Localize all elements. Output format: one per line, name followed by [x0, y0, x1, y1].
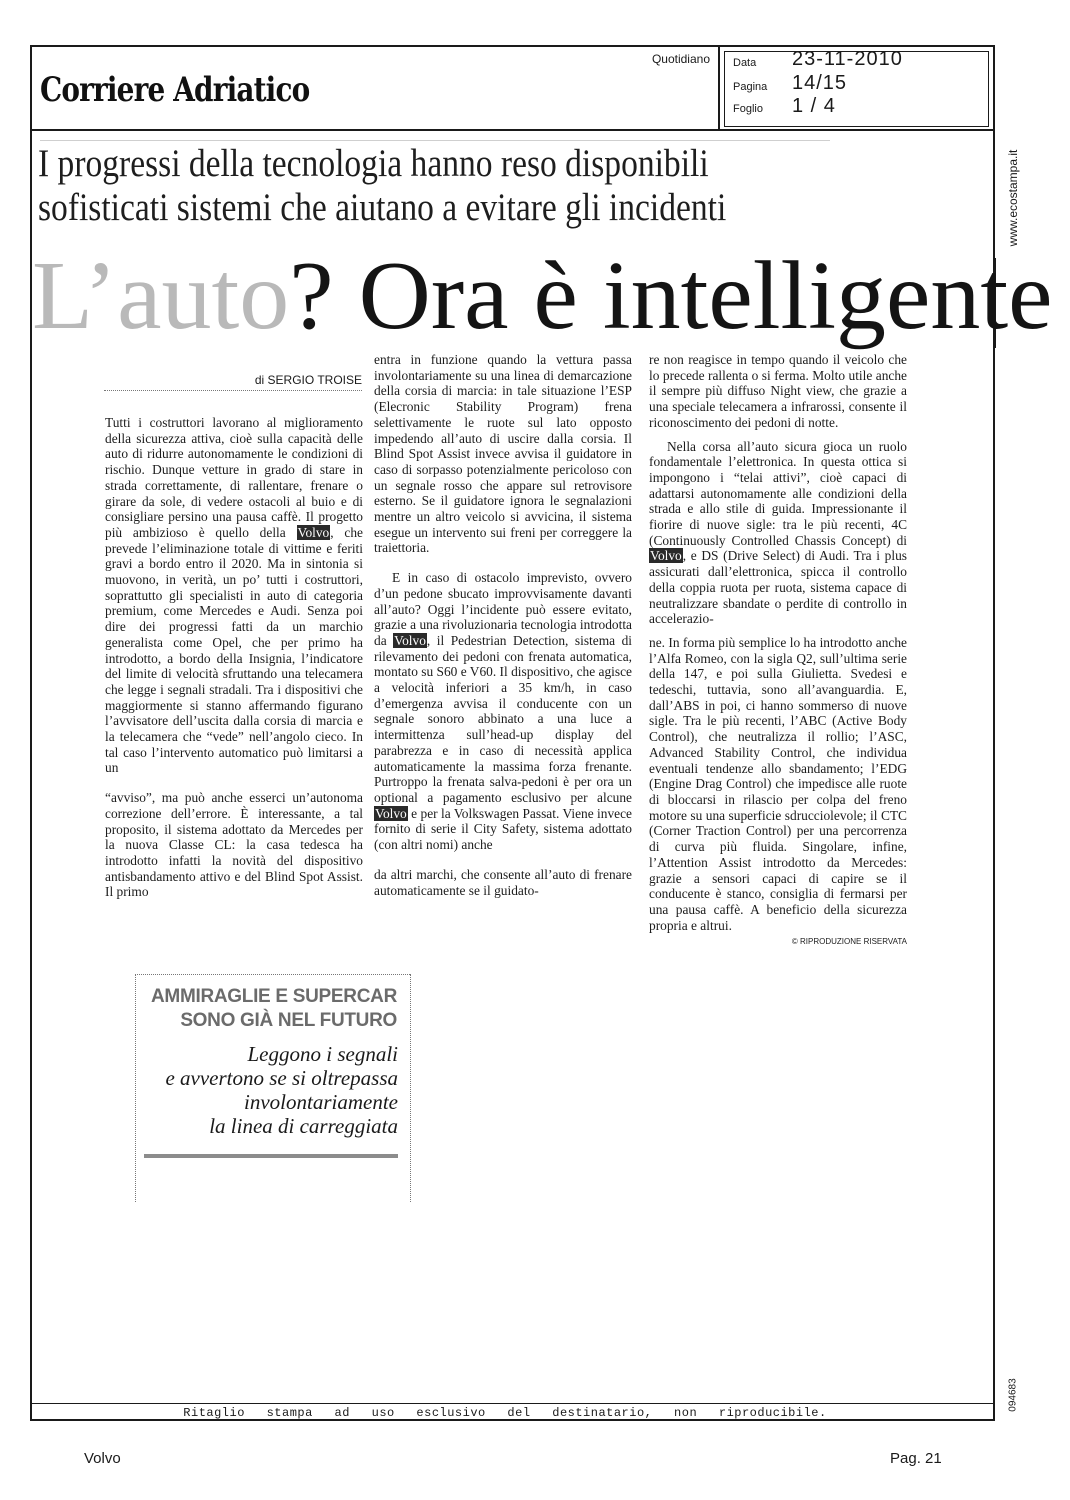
kicker-rule: [40, 140, 830, 141]
text-run: Nella corsa all’auto sicura gioca un ruolo fondamentale l’elettronica. In questa ottica si impongono i “telai attivi”, cioè capaci di adattarsi autonomamente alle condizioni della strada e allo stile di guida. Impressionante il fiorire di nuove sigle: tra le più recenti, 4C (Continuously Controlled Chassis Concept) di: [649, 438, 907, 548]
article-column-2: [374, 352, 632, 898]
article-column-1: [105, 415, 363, 900]
text-run: ,: [426, 632, 431, 648]
sidebar-url-text: www.ecostampa.it: [1006, 149, 1020, 246]
sidebar-code-text: 094683: [1007, 1378, 1019, 1412]
brand-highlight: Volvo: [650, 548, 682, 564]
text-run: E in caso di ostacolo imprevisto, ovvero d’un pedone sbucato improvvisamente davanti all’auto? Oggi l’incidente può essere evitato, grazie a una rivoluzionaria tecnologia introdotta da: [374, 570, 632, 648]
text-run: che prevede l’eliminazione totale di vittime e feriti gravi a bordo entro il 2020. Ma in sintonia si muovono, in verità, un po’ tutti i costruttori, soprattutto gli specialisti in auto di categoria premium, come Mercedes e Audi. Senza poi dire dei progressi fatti da un marchio generalista come Opel, che per primo ha introdotto, a bordo della Insignia, l’indicatore del limite di velocità sfruttando una telecamera che legge i segnali stradali. Tra i dispositivi che maggiormente si stanno affermando figurano l’avvisatore dell’uscita dalla corsia di marcia e la telecamera che “vede” nell’angolo cieco. In tal caso l’intervento automatico può limitarsi a un: [105, 524, 363, 776]
paragraph: [374, 570, 632, 853]
headline: [32, 242, 1053, 350]
headline-main: ? Ora è intelligente: [289, 242, 1053, 350]
clipping-notice: Ritaglio stampa ad uso esclusivo del destinatario, non riproducibile.: [183, 1406, 827, 1420]
page-label: Pagina: [733, 81, 768, 93]
kicker-line-2: sofisticati sistemi che aiutano a evitare gli incidenti: [38, 186, 727, 229]
box-title-line-1: AMMIRAGLIE E SUPERCAR: [151, 986, 397, 1007]
kicker: [38, 142, 743, 230]
brand-highlight: Volvo: [375, 805, 407, 821]
headline-ghost: L’auto: [32, 242, 290, 350]
paragraph: ne. In forma più semplice lo ha introdotto anche l’Alfa Romeo, con la sigla Q2, sull’ultima serie della 147, e poi sulla Giulietta. Svedesi e tedeschi, tuttavia, sono all’avanguardia. E, dall’ABS in poi, ci hanno sommerso di nuove sigle. Tra le più recenti, l’ABC (Active Body Control), che neutralizza il rollio; l’ASC, Advanced Stability Control, che individua eventuali tendenze allo sbandamento; l’EDG (Engine Drag Control) che impedisce alle ruote di bloccarsi in rilascio per colpa del freno motore su una superficie sdrucciolevole; il CTC (Corner Traction Control) per una percorrenza di curva più fluida. Singolare, infine, l’Attention Assist introdotto da Mercedes: grazie a sensori capaci di capire se il conducente è stanco, consiglia di fermarsi per una pausa caffè. A beneficio della sicurezza propria e altrui.: [649, 634, 907, 933]
paragraph: entra in funzione quando la vettura passa involontariamente su una linea di demarcazione della corsia di marcia: in tale situazione l’ESP (Elecronic Stability Program) frena selettivamente le ruote sul lato opposto impedendo all’auto di uscire dalla corsia. Il Blind Spot Assist invece avvisa il guidatore in caso di sorpasso potenzialmente pericoloso con un segnale rosso che appare sul retrovisore esterno. Se il guidatore ignora le segnalazioni mentre un altro veicolo si avvicina, il sistema esegue un intervento sui freni per correggere la traiettoria.: [374, 352, 632, 556]
text-run: e per la Volkswagen Passat. Viene invece fornito di serie il City Safety, sistema adottato (con altri nomi) anche: [374, 805, 632, 853]
brand-highlight: Volvo: [297, 524, 330, 540]
article-column-3: [649, 352, 907, 950]
paragraph: [649, 439, 907, 627]
box-subtitle-line-4: la linea di carreggiata: [209, 1114, 398, 1138]
kicker-line-1: I progressi della tecnologia hanno reso disponibili: [38, 142, 709, 185]
footer-client: Volvo: [84, 1450, 121, 1467]
date-label: Data: [733, 57, 757, 69]
publication-type: Quotidiano: [651, 52, 710, 66]
paragraph: re non reagisce in tempo quando il veicolo che lo precede rallenta o si ferma. Molto utile anche il sempre più diffuso Night view, che grazie a una speciale telecamera a infrarossi, consente il riconoscimento dei pedoni di notte.: [649, 352, 907, 430]
footer-divider: [30, 1403, 995, 1404]
rights-notice: © RIPRODUZIONE RISERVATA: [791, 937, 907, 947]
box-title-line-2: SONO GIÀ NEL FUTURO: [180, 1010, 397, 1031]
text-run: ,: [330, 524, 334, 540]
box-title: [145, 985, 397, 1033]
text-run: il Pedestrian Detection, sistema di rilevamento dei pedoni con frenata automatica, montato su S60 e V60. Il dispositivo, che agisce a velocità inferiori a 35 km/h, in caso d’emergenza avvisa il conducente con un segnale sonoro abbinato a una luce a intermittenza sull’head-up display del parabrezza e in caso di necessità applica automaticamente la massima forza frenante. Purtroppo la frenata salva-pedoni è per ora un optional a pagamento esclusivo per alcune: [374, 632, 632, 805]
footer-page-number: Pag. 21: [890, 1450, 942, 1467]
paragraph: “avviso”, ma può anche esserci un’autonoma correzione dell’errore. È interessante, a tal proposito, il sistema adottato da Mercedes per la nuova Classe CL: la casa tedesca ha introdotto infatti la novità del dispositivo antisbandamento attivo e del Blind Spot Assist. Il primo: [105, 790, 363, 900]
box-underline-bar: [144, 1154, 398, 1158]
text-run: e DS (Drive Select) di Audi. Tra i plus assicurati dall’elettronica, spicca il controllo della coppia ruota per ruota, sistema capace di neutralizzare sbandate o perdite di controllo in accelerazio-: [649, 548, 907, 627]
box-subtitle-line-1: Leggono i segnali: [247, 1042, 398, 1066]
sheet-label: Foglio: [733, 103, 763, 115]
box-subtitle-line-3: involontariamente: [244, 1090, 398, 1114]
paragraph: da altri marchi, che consente all’auto di frenare automaticamente se il guidato-: [374, 866, 632, 898]
text-run: Tutti i costruttori lavorano al miglioramento della sicurezza attiva, cioè sulla capacità delle auto di ridurre autonomamente le condizioni di rischio. Dunque vetture in grado di stare in strada correttamente, di rallentare, frenare o girare da sole, di vedere ostacoli al buio e di consigliare persino una pausa caffè. Il progetto più ambizioso è quello della: [105, 415, 363, 540]
sheet-value: 1 / 4: [792, 95, 836, 117]
brand-highlight: Volvo: [394, 632, 426, 648]
text-run: ,: [682, 548, 687, 564]
date-value: 23-11-2010: [792, 48, 903, 70]
page-value: 14/15: [792, 72, 848, 94]
box-border-left: [135, 974, 136, 1202]
box-subtitle: [140, 1042, 398, 1138]
paragraph: [105, 415, 363, 776]
box-subtitle-line-2: e avvertono se si oltrepassa: [165, 1066, 398, 1090]
byline-rule: [104, 390, 362, 391]
byline: di SERGIO TROISE: [254, 373, 362, 387]
box-border-top: [135, 974, 410, 975]
box-border-right: [410, 974, 411, 1202]
masthead: Corriere Adriatico: [40, 70, 310, 110]
